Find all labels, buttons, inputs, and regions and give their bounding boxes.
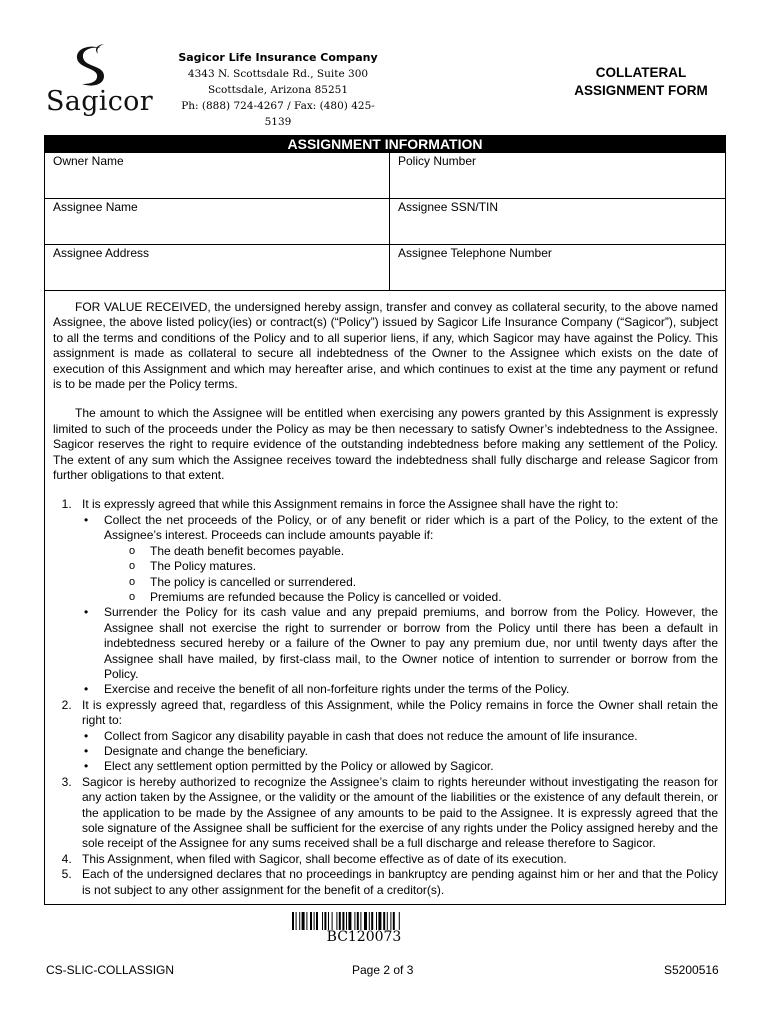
footer-doc-number: S5200516 bbox=[664, 963, 719, 977]
sub-item: o Premiums are refunded because the Policy is cancelled or voided. bbox=[150, 590, 718, 605]
form-title bbox=[560, 64, 722, 100]
assignee-rights-list bbox=[82, 513, 718, 698]
footer-page-number: Page 2 of 3 bbox=[352, 963, 414, 977]
barcode-bar bbox=[324, 912, 326, 930]
barcode-image bbox=[292, 912, 436, 930]
bullet-item: • Collect from Sagicor any disability payable in cash that does not reduce the amount of life insurance. bbox=[104, 729, 718, 744]
barcode-bar bbox=[383, 912, 385, 930]
barcode-bar bbox=[390, 912, 391, 930]
term-item-1 bbox=[75, 497, 718, 697]
owner-name-field[interactable]: Owner Name bbox=[45, 153, 390, 198]
company-name: Sagicor Life Insurance Company bbox=[178, 51, 378, 64]
bullet-item: • Designate and change the beneficiary. bbox=[104, 744, 718, 759]
company-phone: Ph: (888) 724-4267 / Fax: (480) 425-5139 bbox=[181, 100, 375, 128]
company-info bbox=[178, 50, 378, 130]
barcode-bar bbox=[369, 912, 370, 930]
bullet-item: • Elect any settlement option permitted by the Policy or allowed by Sagicor. bbox=[104, 759, 718, 774]
barcode-bar bbox=[306, 912, 307, 930]
assignment-terms bbox=[45, 291, 725, 904]
term-item-5: 5. Each of the undersigned declares that no proceedings in bankruptcy are pending against him or her and that the Policy is not subject to any other assignment for the benefit of a creditor(s). bbox=[75, 867, 718, 898]
assignee-name-field[interactable]: Assignee Name bbox=[45, 199, 390, 244]
sub-item: o The death benefit becomes payable. bbox=[150, 544, 718, 559]
barcode-bar bbox=[346, 912, 347, 930]
sagicor-s-emblem-icon bbox=[68, 44, 118, 88]
field-row bbox=[45, 199, 725, 245]
proceeds-conditions-list bbox=[104, 544, 718, 606]
term-item-1-text: It is expressly agreed that while this Assignment remains in force the Assignee shall have the right to: bbox=[82, 497, 619, 512]
barcode-bar bbox=[336, 912, 337, 930]
form-title-line1: COLLATERAL bbox=[595, 65, 687, 80]
barcode-bar bbox=[364, 912, 367, 930]
sub-item: o The Policy matures. bbox=[150, 559, 718, 574]
barcode-bar bbox=[299, 912, 300, 930]
barcode-bar bbox=[332, 912, 333, 930]
barcode-bar bbox=[342, 912, 344, 930]
company-address-line1: 4343 N. Scottsdale Rd., Suite 300 bbox=[187, 68, 369, 80]
barcode-bar bbox=[348, 912, 351, 930]
policy-number-field[interactable]: Policy Number bbox=[398, 154, 477, 168]
sub-item: o The policy is cancelled or surrendered. bbox=[150, 575, 718, 590]
barcode-bar bbox=[310, 912, 312, 930]
paragraph-amount-entitled: The amount to which the Assignee will be entitled when exercising any powers granted by this Assignment is expressly limited to such of the proceeds under the Policy as may be then necessary to satisfy Owner’s indebtedness to the Assignee. Sagicor reserves the right to require evidence of the outstanding indebtedness before making any settlement of the Policy. The extent of any sum which the Assignee receives toward the indebtedness shall fully discharge and release Sagicor from further obligations to that extent. bbox=[53, 406, 718, 483]
barcode-bar bbox=[399, 912, 400, 930]
paragraph-value-received: FOR VALUE RECEIVED, the undersigned hereby assign, transfer and convey as collateral security, to the above named Assignee, the above listed policy(ies) or contract(s) (“Policy”) issued by Sagicor Life Insurance Company (“Sagicor”), subject to all the terms and conditions of the Policy and to all superior liens, if any, which Sagicor may have against the Policy. This assignment is made as collateral to secure all indebtedness of the Owner to the Assignee which exists on the date of execution of this Assignment and which may hereafter arise, and which continues to exist at the time any payment or refund is to be made per the Policy terms. bbox=[53, 300, 718, 392]
sagicor-logo bbox=[46, 44, 153, 124]
barcode-bar bbox=[314, 912, 315, 930]
section-header: ASSIGNMENT INFORMATION bbox=[45, 136, 725, 153]
bullet-item bbox=[104, 513, 718, 605]
barcode-bar bbox=[387, 912, 388, 930]
owner-rights-list bbox=[82, 729, 718, 775]
assignee-address-field[interactable]: Assignee Address bbox=[45, 245, 390, 290]
barcode-bar bbox=[328, 912, 329, 930]
barcode-bar bbox=[302, 912, 305, 930]
barcode-bar bbox=[316, 912, 318, 930]
barcode-bar bbox=[357, 912, 359, 930]
bullet-item: • Exercise and receive the benefit of all non-forfeiture rights under the terms of the Policy. bbox=[104, 682, 718, 697]
barcode-bar bbox=[292, 912, 294, 930]
assignment-form bbox=[44, 135, 726, 905]
footer-form-code: CS-SLIC-COLLASSIGN bbox=[46, 963, 175, 977]
terms-list bbox=[53, 497, 718, 898]
assignee-ssn-field[interactable]: Assignee SSN/TIN bbox=[398, 200, 499, 214]
barcode-bar bbox=[322, 912, 323, 930]
barcode-bar bbox=[378, 912, 381, 930]
barcode-bar bbox=[339, 912, 341, 930]
barcode-bar bbox=[296, 912, 297, 930]
field-row bbox=[45, 153, 725, 199]
company-address-line2: Scottsdale, Arizona 85251 bbox=[207, 84, 349, 96]
bullet-item: • Surrender the Policy for its cash value and any prepaid premiums, and borrow from the Policy. However, the Assignee shall not exercise the right to surrender or borrow from the Policy until there has been a default in indebtedness secured hereby or a failure of the Owner to pay any premium due, nor until twenty days after the Assignee shall have mailed, by first-class mail, to the Owner notice of intention to surrender or borrow from the Policy. bbox=[104, 605, 718, 682]
barcode-bar bbox=[354, 912, 355, 930]
term-item-2-text: It is expressly agreed that, regardless of this Assignment, while the Policy remains in force the Owner shall retain the right to: bbox=[82, 697, 718, 728]
term-item-2 bbox=[75, 698, 718, 775]
barcode-bar bbox=[376, 912, 377, 930]
field-row bbox=[45, 245, 725, 291]
barcode-bar bbox=[393, 912, 395, 930]
barcode-bar bbox=[360, 912, 361, 930]
term-item-4: 4. This Assignment, when filed with Sagicor, shall become effective as of date of its execution. bbox=[75, 852, 718, 867]
logo-wordmark: Sagicor bbox=[46, 86, 153, 117]
barcode-bar bbox=[371, 912, 373, 930]
form-title-line2: ASSIGNMENT FORM bbox=[574, 83, 708, 98]
bullet-text: Collect the net proceeds of the Policy, or of any benefit or rider which is a part of the Policy, to the extent of the Assignee’s interest. Proceeds can include amounts payable if: bbox=[104, 512, 718, 543]
assignee-phone-field[interactable]: Assignee Telephone Number bbox=[398, 246, 552, 260]
barcode-text: BC120073 bbox=[326, 929, 402, 945]
term-item-3: 3. Sagicor is hereby authorized to recognize the Assignee’s claim to rights hereunder without investigating the reason for any action taken by the Assignee, or the validity or the amount of the liabilities or the existence of any default therein, or the application to be made by the Assignee of any amounts to be paid to the Assignee. It is expressly agreed that the sole signature of the Assignee shall be sufficient for the exercise of any rights under the Policy assigned hereby and the sole receipt of the Assignee for any sums received shall be a full discharge and release therefore to Sagicor. bbox=[75, 775, 718, 852]
